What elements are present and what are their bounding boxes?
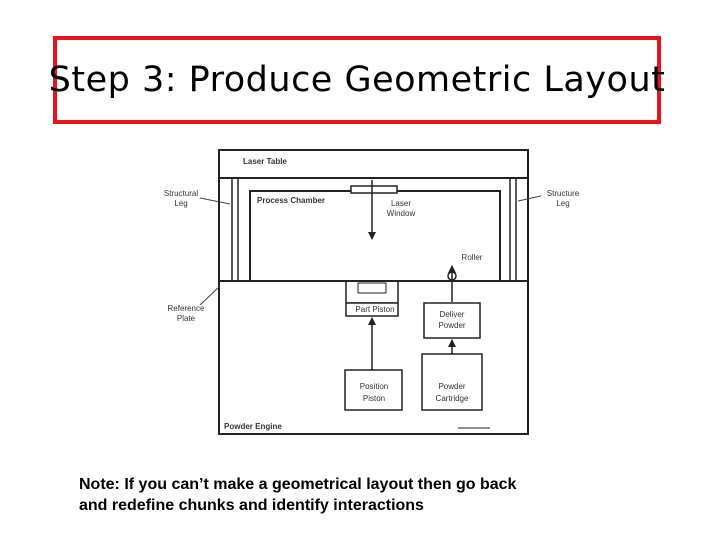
label-reference-plate-1: Reference [167, 304, 205, 313]
structural-leg-left [232, 178, 238, 281]
label-structure-leg-right-1: Structure [546, 189, 580, 198]
label-process-chamber: Process Chamber [257, 196, 326, 205]
label-deliver-powder-1: Deliver [439, 310, 465, 319]
label-position-piston-1: Position [359, 382, 389, 391]
label-laser-window-1: Laser [390, 199, 412, 208]
leader-structure-leg-right [518, 196, 541, 201]
leader-reference-plate [200, 286, 220, 305]
label-structural-leg-left-2: Leg [174, 199, 188, 208]
leader-structural-leg-left [200, 198, 230, 204]
label-structure-leg-right-2: Leg [556, 199, 570, 208]
note-line-1: Note: If you can’t make a geometrical layout then go back [79, 476, 517, 493]
label-roller: Roller [461, 253, 483, 262]
part-piston-top [358, 283, 386, 293]
label-powder-engine: Powder Engine [224, 422, 282, 431]
note-text [79, 474, 679, 516]
label-laser-window-2: Window [386, 209, 416, 218]
slide-title: Step 3: Produce Geometric Layout [48, 60, 666, 100]
label-structural-leg-left-1: Structural [163, 189, 199, 198]
label-powder-cartridge-2: Cartridge [435, 394, 469, 403]
label-position-piston-2: Piston [362, 394, 386, 403]
label-reference-plate-2: Plate [176, 314, 196, 323]
label-part-piston: Part Piston [355, 305, 395, 314]
label-laser-table: Laser Table [243, 157, 287, 166]
note-line-2: and redefine chunks and identify interactions [79, 497, 424, 514]
label-powder-cartridge-1: Powder [438, 382, 466, 391]
label-deliver-powder-2: Powder [438, 321, 466, 330]
part-piston-housing [346, 281, 398, 303]
laser-window [351, 186, 397, 193]
structural-leg-right [510, 178, 516, 281]
